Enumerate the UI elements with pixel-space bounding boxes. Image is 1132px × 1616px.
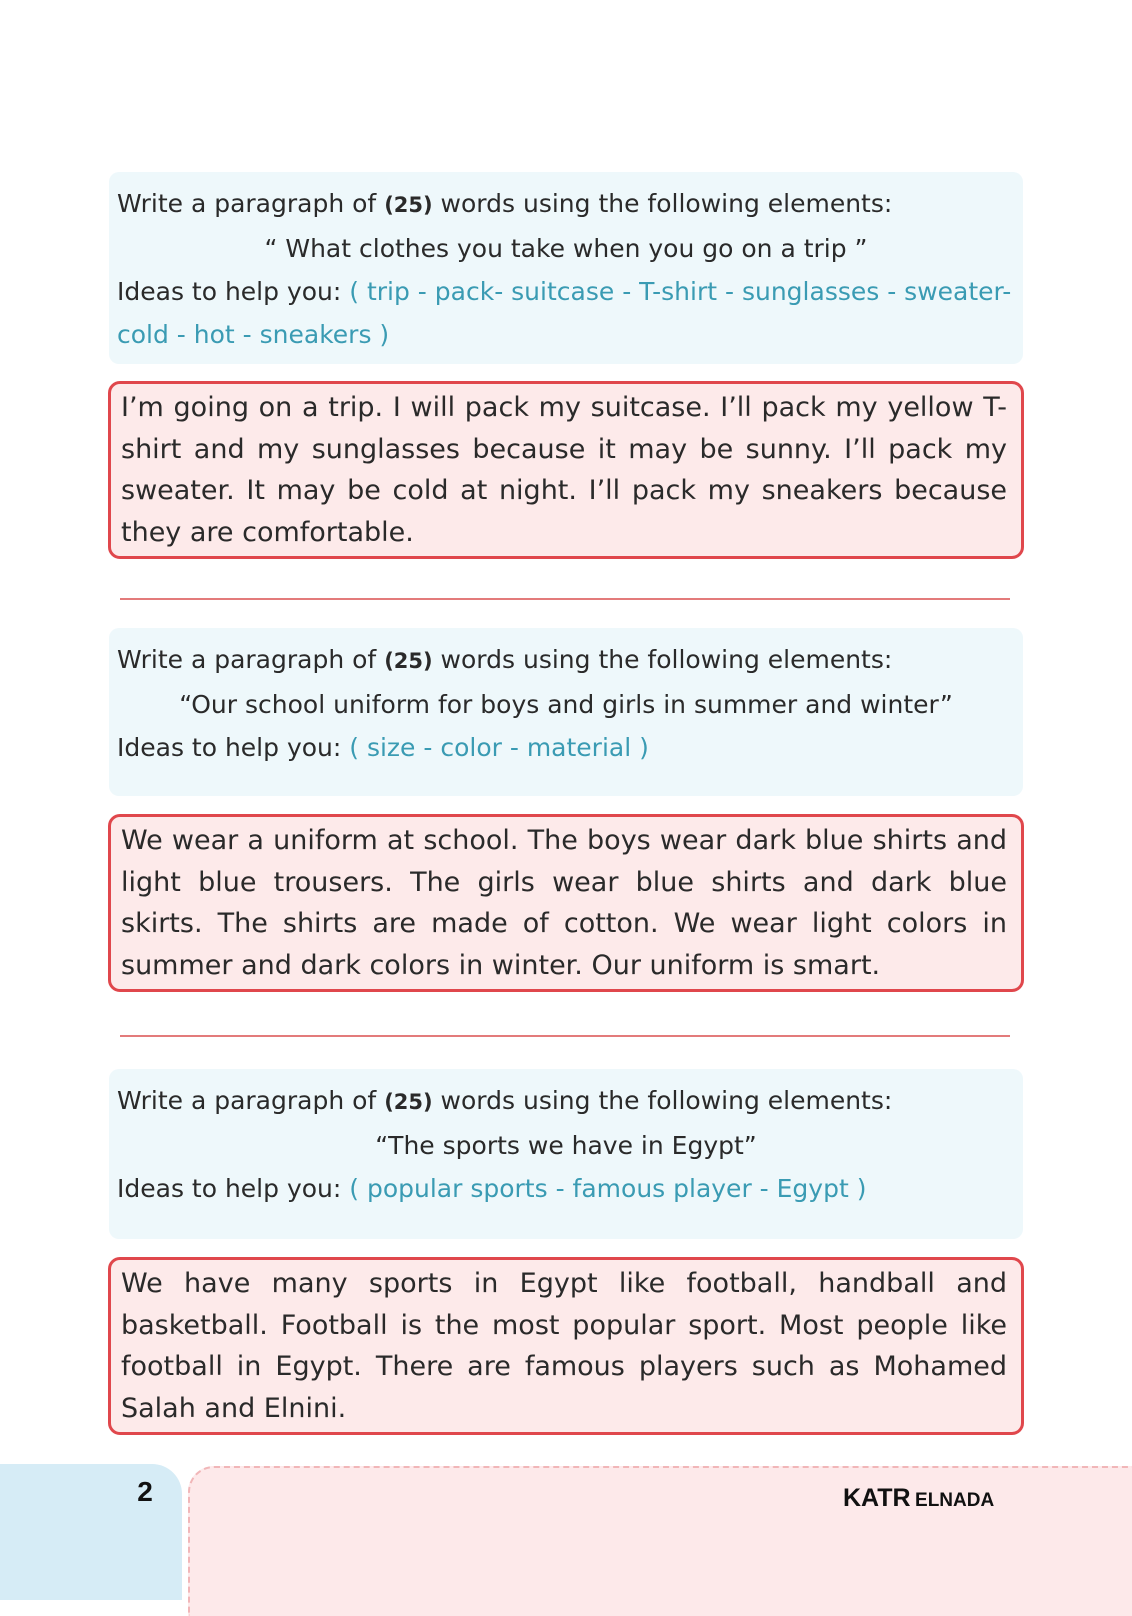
divider [120, 1035, 1010, 1037]
instruction: Write a paragraph of (25) words using the following elements: [117, 645, 893, 674]
ideas: Ideas to help you: ( trip - pack- suitcase - T-shirt - sunglasses - sweater- [117, 277, 1012, 306]
page-number: 2 [137, 1476, 153, 1507]
exercise-3-answer: We have many sports in Egypt like football, handball and basketball. Football is the most popular sport. Most people like football in Egypt. There are famous players such as Mohamed Salah and Elnini. [108, 1257, 1024, 1435]
word-count: (25) [384, 1090, 433, 1114]
topic: “ What clothes you take when you go on a trip ” [264, 234, 868, 263]
instruction: Write a paragraph of (25) words using the following elements: [117, 1086, 893, 1115]
topic: “The sports we have in Egypt” [375, 1131, 757, 1160]
divider [120, 598, 1010, 600]
ideas: Ideas to help you: ( size - color - material ) [117, 733, 649, 762]
exercise-3-prompt [109, 1069, 1023, 1239]
ideas-continued: cold - hot - sneakers ) [117, 320, 390, 349]
word-count: (25) [384, 649, 433, 673]
exercise-2-prompt [109, 628, 1023, 796]
brand-logo: KATR ELNADA [843, 1484, 995, 1512]
exercise-2-answer: We wear a uniform at school. The boys wear dark blue shirts and light blue trousers. The girls wear blue shirts and dark blue skirts. The shirts are made of cotton. We wear light colors in summer and dark colors in winter. Our uniform is smart. [108, 814, 1024, 992]
topic: “Our school uniform for boys and girls in summer and winter” [179, 690, 953, 719]
instruction: Write a paragraph of (25) words using the following elements: [117, 189, 893, 218]
word-count: (25) [384, 193, 433, 217]
exercise-1-prompt [109, 172, 1023, 364]
ideas: Ideas to help you: ( popular sports - famous player - Egypt ) [117, 1174, 867, 1203]
exercise-1-answer: I’m going on a trip. I will pack my suitcase. I’ll pack my yellow T-shirt and my sunglasses because it may be sunny. I’ll pack my sweater. It may be cold at night. I’ll pack my sneakers because they are comfortable. [108, 381, 1024, 559]
